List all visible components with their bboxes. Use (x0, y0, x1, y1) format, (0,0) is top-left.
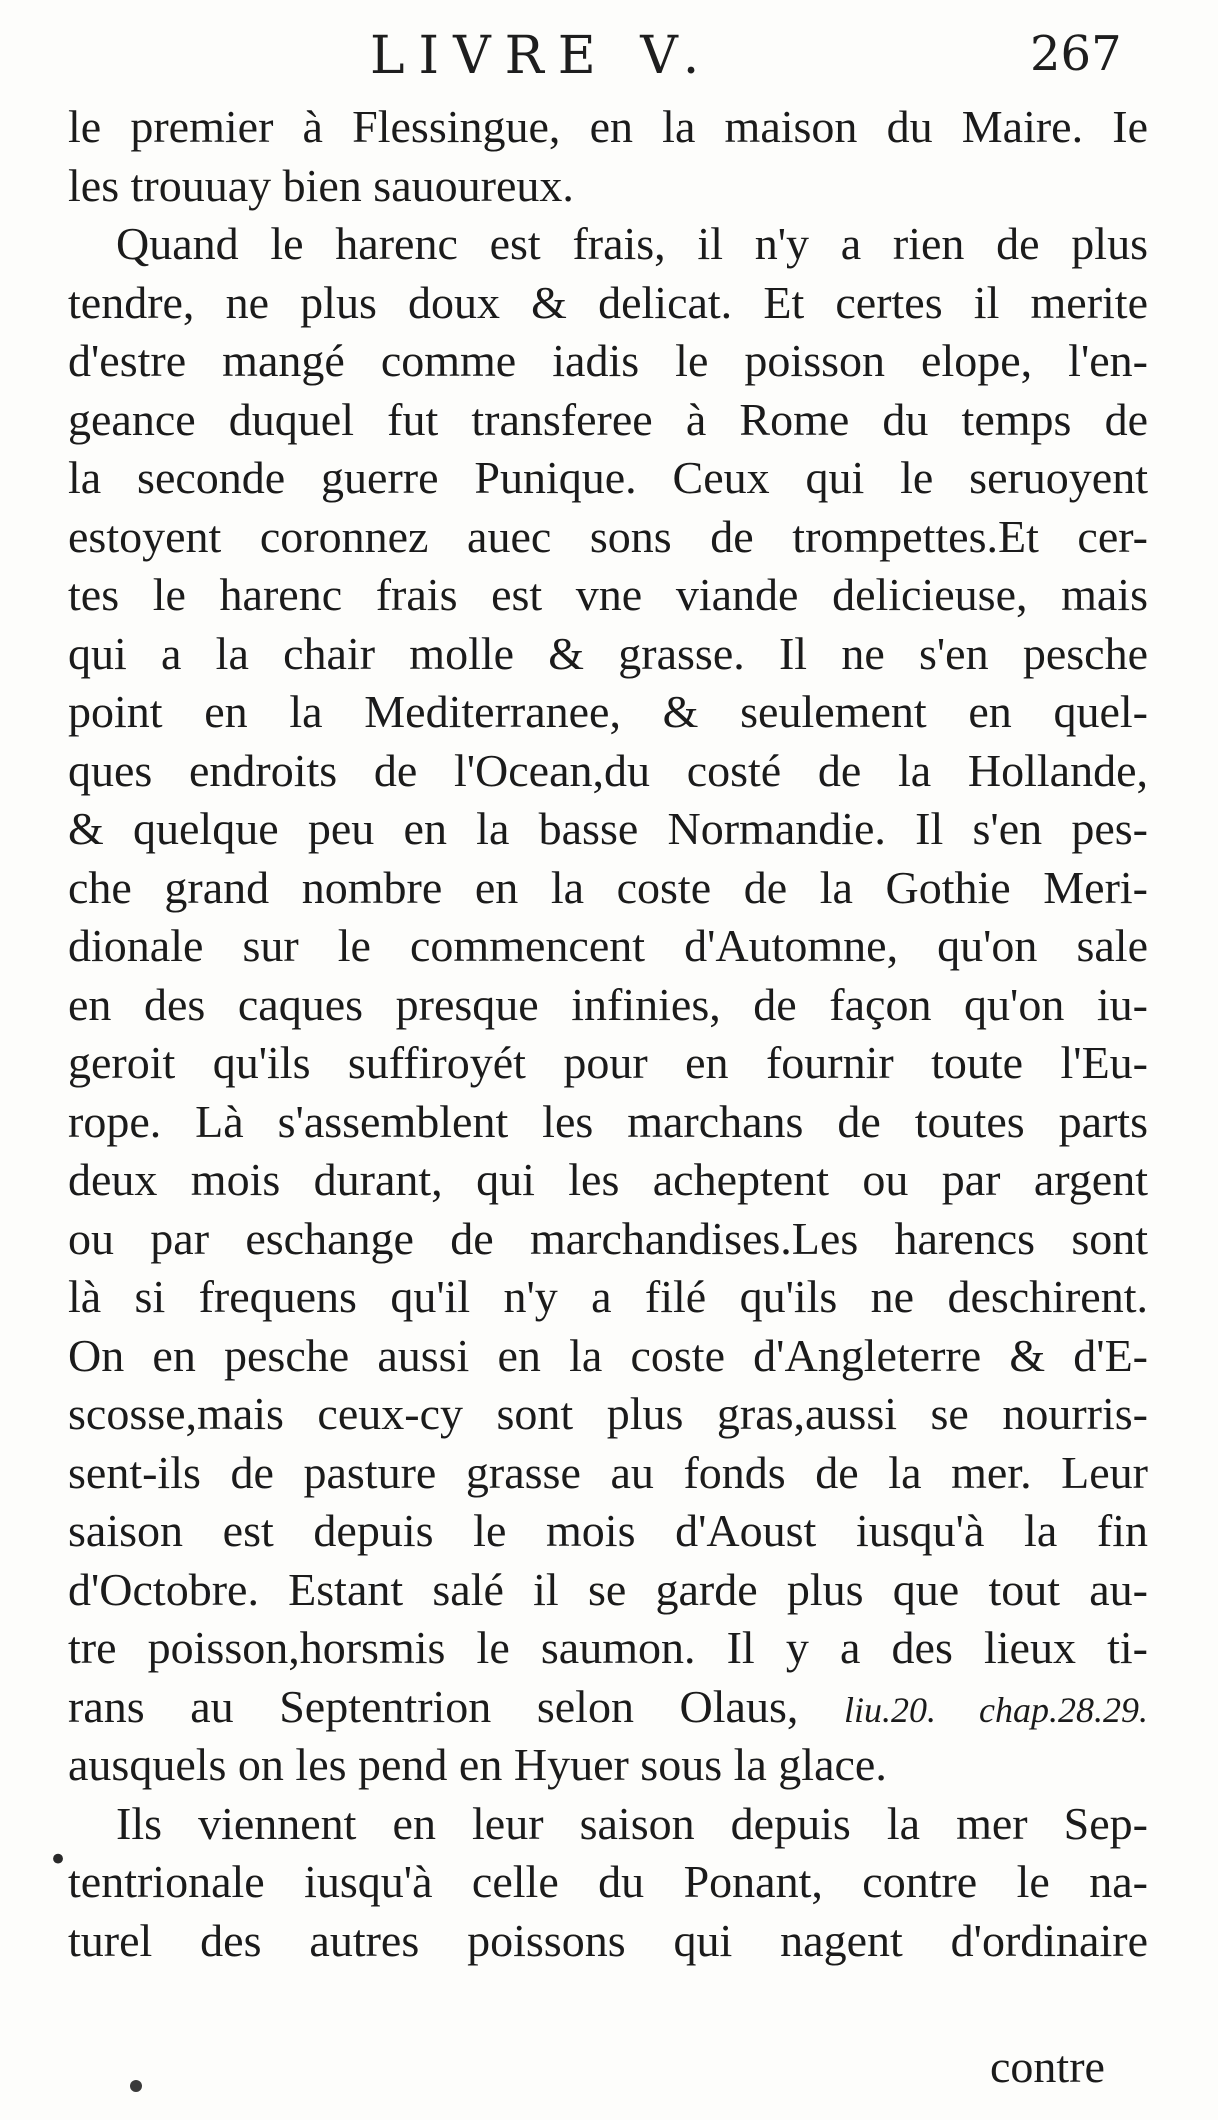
text-line: ques endroits de l'Ocean,du costé de la Hollande, (68, 744, 1148, 796)
text-line: Quand le harenc est frais, il n'y a rien de plus (116, 218, 1148, 269)
text-line: scosse,mais ceux-cy sont plus gras,aussi se nourris- (68, 1388, 1148, 1439)
text-line: ou par eschange de marchandises.Les harencs sont (68, 1212, 1148, 1264)
text-line: d'estre mangé comme iadis le poisson elope, l'en- (68, 335, 1148, 386)
text-line: d'Octobre. Estant salé il se garde plus que tout au- (68, 1563, 1148, 1615)
text-line: qui a la chair molle & grasse. Il ne s'en pesche (68, 627, 1148, 679)
text-line: dionale sur le commencent d'Automne, qu'on sale (68, 920, 1148, 971)
text-line: le premier à Flessingue, en la maison du Maire. Ie (68, 101, 1148, 152)
text-line: en des caques presque infinies, de façon qu'on iu- (68, 978, 1148, 1030)
running-head (0, 26, 1218, 96)
text-line-with-reference (68, 1678, 1148, 1737)
text-line: tes le harenc frais est vne viande delicieuse, mais (68, 569, 1148, 620)
text-line: geroit qu'ils suffiroyét pour en fournir toute l'Eu- (68, 1037, 1148, 1088)
text-line: ausquels on les pend en Hyuer sous la glace. (68, 1739, 887, 1790)
text-line: rans au Septentrion selon Olaus, (68, 1680, 799, 1732)
text-line: deux mois durant, qui les acheptent ou par argent (68, 1154, 1148, 1205)
text-line: point en la Mediterranee, & seulement en quel- (68, 686, 1148, 737)
ink-spot (130, 2080, 142, 2092)
text-line: les trouuay bien sauoureux. (68, 159, 574, 211)
text-line: estoyent coronnez auec sons de trompettes.Et cer- (68, 510, 1148, 562)
text-line: che grand nombre en la coste de la Gothie Meri- (68, 861, 1148, 913)
text-line: la seconde guerre Punique. Ceux qui le seruoyent (68, 452, 1148, 503)
text-line: geance duquel fut transferee à Rome du temps de (68, 393, 1148, 445)
text-line: turel des autres poissons qui nagent d'ordinaire (68, 1914, 1148, 1966)
text-line: sent-ils de pasture grasse au fonds de la mer. Leur (68, 1446, 1148, 1498)
text-line: rope. Là s'assemblent les marchans de toutes parts (68, 1095, 1148, 1147)
text-line: tre poisson,horsmis le saumon. Il y a des lieux ti- (68, 1622, 1148, 1673)
text-line: & quelque peu en la basse Normandie. Il s'en pes- (68, 803, 1148, 854)
text-line: tentrionale iusqu'à celle du Ponant, contre le na- (68, 1856, 1148, 1907)
text-line: Ils viennent en leur saison depuis la mer Sep- (116, 1797, 1148, 1849)
text-line: là si frequens qu'il n'y a filé qu'ils ne deschirent. (68, 1271, 1148, 1322)
body-text (68, 98, 1148, 1970)
text-line: tendre, ne plus doux & delicat. Et certes il merite (68, 276, 1148, 328)
marginal-reference: liu.20. chap.28.29. (843, 1689, 1148, 1730)
text-line: saison est depuis le mois d'Aoust iusqu'à la fin (68, 1505, 1148, 1556)
margin-mark: • (48, 1840, 69, 1880)
running-title: LIVRE V. (370, 26, 714, 86)
text-line: On en pesche aussi en la coste d'Angleterre & d'E- (68, 1329, 1148, 1381)
page-number: 267 (1030, 26, 1122, 82)
catchword: contre (990, 2041, 1105, 2092)
